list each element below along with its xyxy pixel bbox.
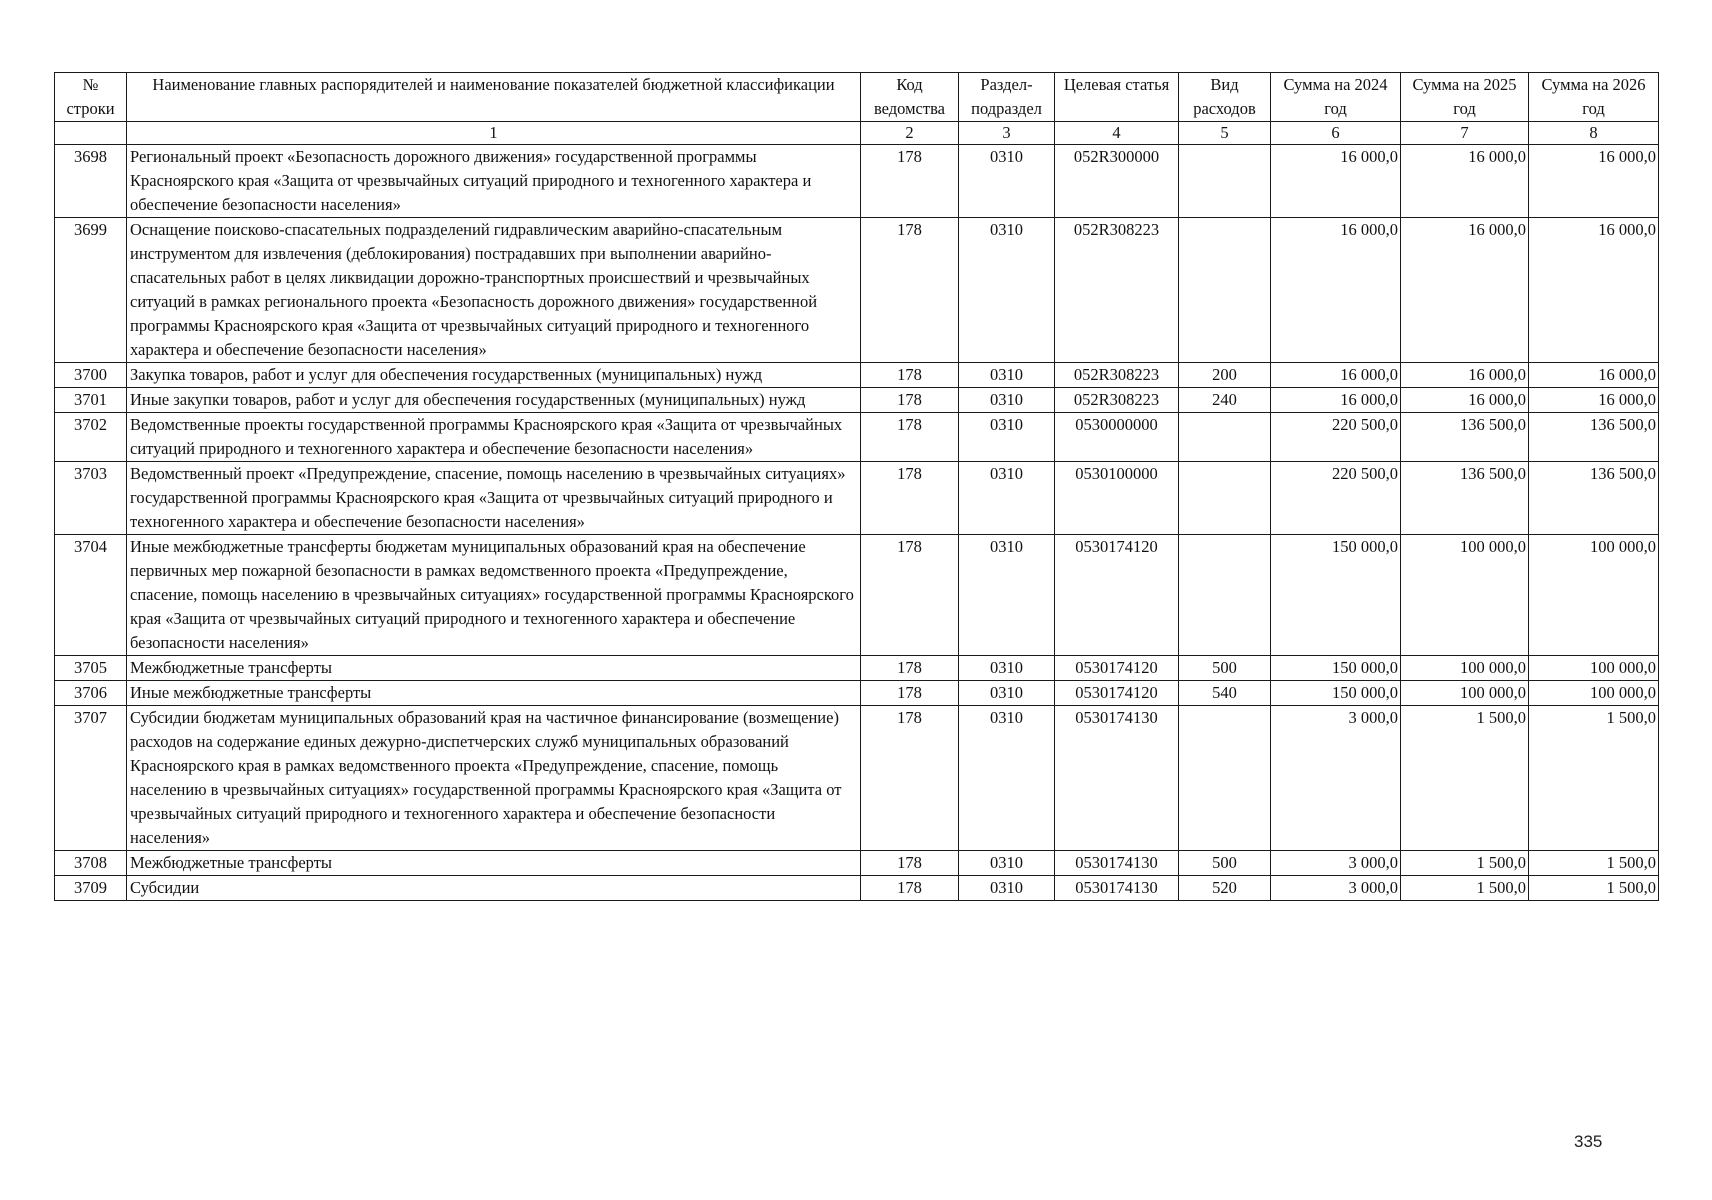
sum-2026-cell: 16 000,0	[1529, 145, 1659, 218]
row-number-cell: 3709	[55, 876, 127, 901]
row-number-cell: 3698	[55, 145, 127, 218]
sum-2024-cell: 3 000,0	[1271, 851, 1401, 876]
section-cell: 0310	[959, 706, 1055, 851]
table-row	[55, 462, 1659, 535]
sum-2026-cell: 16 000,0	[1529, 388, 1659, 413]
header-department-code: Код ведомства	[861, 73, 959, 122]
table-row	[55, 535, 1659, 656]
sum-2024-cell: 3 000,0	[1271, 706, 1401, 851]
budget-table	[54, 72, 1659, 901]
sum-2026-cell: 136 500,0	[1529, 413, 1659, 462]
target-article-cell: 0530174130	[1055, 876, 1179, 901]
target-article-cell: 0530174130	[1055, 706, 1179, 851]
item-name-cell: Региональный проект «Безопасность дорожного движения» государственной программы Красноярского края «Защита от чрезвычайных ситуаций природного и техногенного характера и обеспечение безопасности населения»	[127, 145, 861, 218]
expense-type-cell: 200	[1179, 363, 1271, 388]
expense-type-cell: 500	[1179, 656, 1271, 681]
item-name-cell: Ведомственный проект «Предупреждение, спасение, помощь населению в чрезвычайных ситуациях» государственной программы Красноярского края «Защита от чрезвычайных ситуаций природного и техногенного характера и обеспечение безопасности населения»	[127, 462, 861, 535]
column-number: 7	[1401, 122, 1529, 145]
header-target-article: Целевая статья	[1055, 73, 1179, 122]
expense-type-cell: 500	[1179, 851, 1271, 876]
sum-2026-cell: 100 000,0	[1529, 656, 1659, 681]
sum-2024-cell: 220 500,0	[1271, 413, 1401, 462]
sum-2025-cell: 136 500,0	[1401, 462, 1529, 535]
item-name-cell: Оснащение поисково-спасательных подразделений гидравлическим аварийно-спасательным инструментом для извлечения (деблокирования) пострадавших при выполнении аварийно-спасательных работ в целях ликвидации дорожно-транспортных происшествий и чрезвычайных ситуаций в рамках регионального проекта «Безопасность дорожного движения» государственной программы Красноярского края «Защита от чрезвычайных ситуаций природного и техногенного характера и обеспечение безопасности населения»	[127, 218, 861, 363]
target-article-cell: 0530000000	[1055, 413, 1179, 462]
target-article-cell: 0530174120	[1055, 535, 1179, 656]
table-row	[55, 876, 1659, 901]
sum-2025-cell: 100 000,0	[1401, 656, 1529, 681]
row-number-cell: 3708	[55, 851, 127, 876]
section-cell: 0310	[959, 462, 1055, 535]
row-number-cell: 3707	[55, 706, 127, 851]
table-row	[55, 681, 1659, 706]
column-number	[55, 122, 127, 145]
sum-2025-cell: 100 000,0	[1401, 535, 1529, 656]
column-number: 2	[861, 122, 959, 145]
header-section: Раздел-подраздел	[959, 73, 1055, 122]
section-cell: 0310	[959, 681, 1055, 706]
header-row	[55, 73, 1659, 122]
target-article-cell: 0530174120	[1055, 656, 1179, 681]
expense-type-cell: 540	[1179, 681, 1271, 706]
row-number-cell: 3699	[55, 218, 127, 363]
department-code-cell: 178	[861, 218, 959, 363]
sum-2024-cell: 220 500,0	[1271, 462, 1401, 535]
item-name-cell: Иные межбюджетные трансферты бюджетам муниципальных образований края на обеспечение первичных мер пожарной безопасности в рамках ведомственного проекта «Предупреждение, спасение, помощь населению в чрезвычайных ситуациях» государственной программы Красноярского края «Защита от чрезвычайных ситуаций природного и техногенного характера и обеспечение безопасности населения»	[127, 535, 861, 656]
page-number: 335	[1574, 1132, 1603, 1151]
sum-2024-cell: 150 000,0	[1271, 656, 1401, 681]
section-cell: 0310	[959, 413, 1055, 462]
sum-2026-cell: 1 500,0	[1529, 851, 1659, 876]
column-number-row	[55, 122, 1659, 145]
sum-2024-cell: 16 000,0	[1271, 145, 1401, 218]
expense-type-cell	[1179, 218, 1271, 363]
column-number: 5	[1179, 122, 1271, 145]
item-name-cell: Закупка товаров, работ и услуг для обеспечения государственных (муниципальных) нужд	[127, 363, 861, 388]
row-number-cell: 3705	[55, 656, 127, 681]
item-name-cell: Иные межбюджетные трансферты	[127, 681, 861, 706]
expense-type-cell	[1179, 413, 1271, 462]
sum-2025-cell: 16 000,0	[1401, 388, 1529, 413]
department-code-cell: 178	[861, 851, 959, 876]
department-code-cell: 178	[861, 462, 959, 535]
sum-2024-cell: 16 000,0	[1271, 388, 1401, 413]
sum-2026-cell: 100 000,0	[1529, 681, 1659, 706]
table-row	[55, 413, 1659, 462]
sum-2024-cell: 150 000,0	[1271, 535, 1401, 656]
expense-type-cell	[1179, 706, 1271, 851]
department-code-cell: 178	[861, 876, 959, 901]
table-row	[55, 388, 1659, 413]
item-name-cell: Субсидии бюджетам муниципальных образований края на частичное финансирование (возмещение) расходов на содержание единых дежурно-диспетчерских служб муниципальных образований Красноярского края в рамках ведомственного проекта «Предупреждение, спасение, помощь населению в чрезвычайных ситуациях» государственной программы Красноярского края «Защита от чрезвычайных ситуаций природного и техногенного характера и обеспечение безопасности населения»	[127, 706, 861, 851]
department-code-cell: 178	[861, 706, 959, 851]
department-code-cell: 178	[861, 413, 959, 462]
sum-2025-cell: 16 000,0	[1401, 145, 1529, 218]
sum-2025-cell: 1 500,0	[1401, 876, 1529, 901]
item-name-cell: Межбюджетные трансферты	[127, 656, 861, 681]
row-number-cell: 3706	[55, 681, 127, 706]
sum-2025-cell: 100 000,0	[1401, 681, 1529, 706]
department-code-cell: 178	[861, 681, 959, 706]
item-name-cell: Ведомственные проекты государственной программы Красноярского края «Защита от чрезвычайных ситуаций природного и техногенного характера и обеспечение безопасности населения»	[127, 413, 861, 462]
table-row	[55, 145, 1659, 218]
expense-type-cell	[1179, 462, 1271, 535]
department-code-cell: 178	[861, 535, 959, 656]
table-row	[55, 706, 1659, 851]
department-code-cell: 178	[861, 145, 959, 218]
sum-2026-cell: 16 000,0	[1529, 363, 1659, 388]
sum-2026-cell: 100 000,0	[1529, 535, 1659, 656]
sum-2025-cell: 1 500,0	[1401, 706, 1529, 851]
section-cell: 0310	[959, 145, 1055, 218]
item-name-cell: Межбюджетные трансферты	[127, 851, 861, 876]
table-row	[55, 656, 1659, 681]
sum-2026-cell: 1 500,0	[1529, 706, 1659, 851]
sum-2025-cell: 16 000,0	[1401, 363, 1529, 388]
sum-2025-cell: 136 500,0	[1401, 413, 1529, 462]
target-article-cell: 052R300000	[1055, 145, 1179, 218]
table-row	[55, 363, 1659, 388]
sum-2024-cell: 3 000,0	[1271, 876, 1401, 901]
header-name: Наименование главных распорядителей и наименование показателей бюджетной классификации	[127, 73, 861, 122]
sum-2026-cell: 1 500,0	[1529, 876, 1659, 901]
column-number: 8	[1529, 122, 1659, 145]
department-code-cell: 178	[861, 363, 959, 388]
column-number: 4	[1055, 122, 1179, 145]
section-cell: 0310	[959, 388, 1055, 413]
expense-type-cell	[1179, 535, 1271, 656]
row-number-cell: 3703	[55, 462, 127, 535]
department-code-cell: 178	[861, 388, 959, 413]
row-number-cell: 3701	[55, 388, 127, 413]
target-article-cell: 052R308223	[1055, 363, 1179, 388]
header-row-number: № строки	[55, 73, 127, 122]
section-cell: 0310	[959, 218, 1055, 363]
sum-2024-cell: 16 000,0	[1271, 363, 1401, 388]
sum-2025-cell: 16 000,0	[1401, 218, 1529, 363]
section-cell: 0310	[959, 535, 1055, 656]
table-row	[55, 851, 1659, 876]
section-cell: 0310	[959, 656, 1055, 681]
target-article-cell: 0530174130	[1055, 851, 1179, 876]
target-article-cell: 0530100000	[1055, 462, 1179, 535]
target-article-cell: 0530174120	[1055, 681, 1179, 706]
header-sum-2024: Сумма на 2024 год	[1271, 73, 1401, 122]
table-row	[55, 218, 1659, 363]
expense-type-cell: 240	[1179, 388, 1271, 413]
target-article-cell: 052R308223	[1055, 388, 1179, 413]
header-sum-2026: Сумма на 2026 год	[1529, 73, 1659, 122]
header-sum-2025: Сумма на 2025 год	[1401, 73, 1529, 122]
section-cell: 0310	[959, 876, 1055, 901]
column-number: 3	[959, 122, 1055, 145]
column-number: 6	[1271, 122, 1401, 145]
header-expense-type: Вид расходов	[1179, 73, 1271, 122]
section-cell: 0310	[959, 851, 1055, 876]
sum-2024-cell: 16 000,0	[1271, 218, 1401, 363]
row-number-cell: 3704	[55, 535, 127, 656]
item-name-cell: Иные закупки товаров, работ и услуг для обеспечения государственных (муниципальных) нужд	[127, 388, 861, 413]
sum-2025-cell: 1 500,0	[1401, 851, 1529, 876]
row-number-cell: 3702	[55, 413, 127, 462]
sum-2026-cell: 16 000,0	[1529, 218, 1659, 363]
sum-2024-cell: 150 000,0	[1271, 681, 1401, 706]
department-code-cell: 178	[861, 656, 959, 681]
expense-type-cell: 520	[1179, 876, 1271, 901]
item-name-cell: Субсидии	[127, 876, 861, 901]
column-number: 1	[127, 122, 861, 145]
expense-type-cell	[1179, 145, 1271, 218]
section-cell: 0310	[959, 363, 1055, 388]
target-article-cell: 052R308223	[1055, 218, 1179, 363]
row-number-cell: 3700	[55, 363, 127, 388]
sum-2026-cell: 136 500,0	[1529, 462, 1659, 535]
